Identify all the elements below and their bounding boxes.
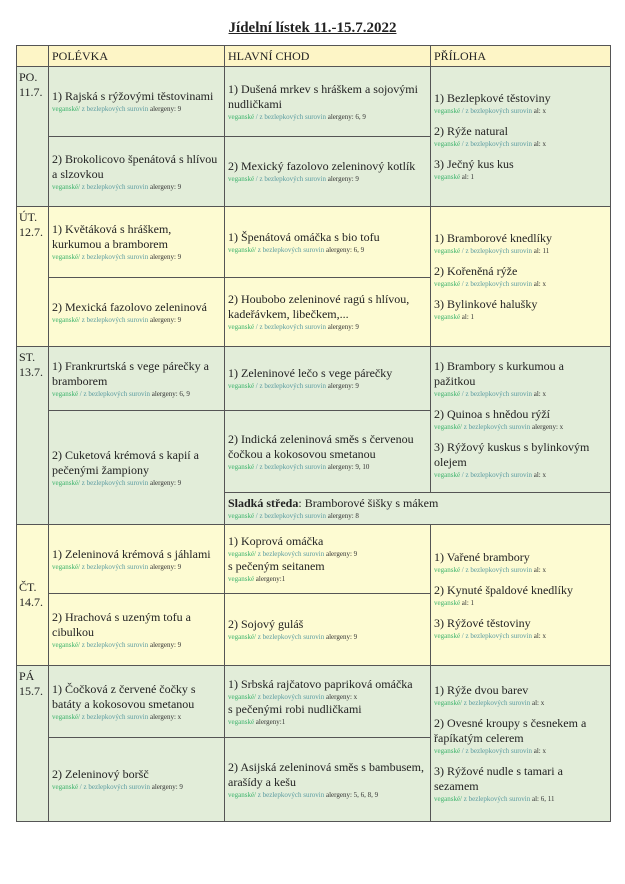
allergens: alergeny: 6, 9 (149, 389, 190, 398)
menu-item (434, 616, 607, 641)
soup-cell (48, 346, 225, 411)
special-label: Sladká středa (228, 496, 299, 510)
page-title: Jídelní lístek 11.-15.7.2022 (228, 20, 397, 36)
day-name: ČT. (19, 580, 37, 594)
allergens: alergeny: 9 (325, 323, 359, 331)
menu-item (52, 222, 221, 262)
dish-name: 1) Bramborové knedlíky (434, 231, 552, 245)
dish-tags (52, 104, 221, 114)
dish-tags (434, 565, 607, 575)
allergens: alergeny: 6, 9 (325, 112, 366, 121)
gluten-free-tag: z bezlepkových surovin (256, 692, 325, 701)
gluten-free-tag: / z bezlepkových surovin (78, 389, 150, 398)
dish-tags (228, 462, 427, 472)
vegan-tag: veganské (434, 747, 461, 755)
main-cell (224, 737, 431, 822)
allergens: alergeny: 9 (324, 550, 358, 558)
vegan-tag: veganské/ (52, 712, 80, 721)
dish-tags (434, 172, 607, 182)
dish-name: 1) Frankrurtská s vege párečky a bramborem (52, 358, 209, 388)
gluten-free-tag: / z bezlepkových surovin (254, 323, 326, 331)
allergens: alergeny: 9 (148, 478, 182, 487)
dish-tags (52, 640, 221, 650)
allergens: alergeny: 9 (148, 315, 182, 324)
menu-item (434, 231, 607, 256)
dish-name: 2) Brokolicovo špenátová s hlívou a slzovkou (52, 151, 218, 181)
allergens: al: 1 (460, 173, 475, 181)
day-name: ÚT. (19, 210, 38, 224)
vegan-tag: veganské (434, 107, 461, 115)
vegan-tag: veganské (228, 323, 255, 331)
main-cell (224, 346, 431, 411)
menu-item (228, 617, 427, 642)
gluten-free-tag: / z bezlepkových surovin (254, 382, 326, 390)
day-tuesday (16, 206, 49, 347)
menu-item (434, 550, 607, 575)
gluten-free-tag: z bezlepkových surovin (80, 640, 149, 649)
allergens: al: x (531, 747, 546, 755)
main-cell (224, 524, 431, 594)
vegan-tag: veganské/ (228, 245, 256, 254)
vegan-tag: veganské (228, 175, 255, 183)
menu-item (228, 366, 427, 391)
dish-name: 2) Asijská zeleninová směs s bambusem, arašídy a kešu (228, 759, 424, 789)
dish-tags (228, 322, 427, 332)
soup-cell (48, 665, 225, 738)
allergens: alergeny: 9 (148, 253, 182, 261)
day-name: PÁ (19, 669, 35, 683)
menu-item (434, 157, 607, 182)
dish-name: 2) Mexická fazolovo zeleninová (52, 299, 207, 314)
allergens: alergeny: 9 (324, 633, 358, 641)
dish-tags (228, 574, 427, 584)
menu-item (434, 359, 607, 399)
vegan-tag: veganské/ (434, 699, 462, 707)
soup-cell (48, 410, 225, 525)
main-cell (224, 277, 431, 347)
vegan-tag: veganské (434, 280, 461, 288)
dish-name: 2) Sojový guláš (228, 617, 304, 631)
dish-name: 2) Kynuté špaldové knedlíky (434, 582, 573, 597)
dish-tags (52, 252, 221, 262)
vegan-tag: veganské/ (52, 253, 80, 261)
menu-item (228, 82, 427, 122)
vegan-tag: veganské (228, 717, 255, 726)
vegan-tag: veganské/ (52, 478, 80, 487)
day-date: 11.7. (19, 85, 43, 99)
menu-item (52, 152, 221, 192)
dish-name: 2) Houbobo zeleninové ragú s hlívou, kadeřávkem, libečkem,... (228, 292, 410, 321)
gluten-free-tag: z bezlepkových surovin (462, 795, 531, 803)
vegan-tag: veganské (434, 565, 461, 574)
dish-name: 3) Rýžové nudle s tamari a sezamem (434, 764, 563, 793)
vegan-tag: veganské (434, 471, 461, 479)
allergens: al: x (530, 699, 545, 707)
vegan-tag: veganské (434, 140, 461, 148)
vegan-tag: veganské/ (434, 795, 462, 803)
gluten-free-tag: z bezlepkových surovin (80, 182, 149, 191)
allergens: al: x (531, 390, 546, 398)
allergens: al: x (531, 107, 546, 115)
dish-name: 1) Dušená mrkev s hráškem a sojovými nudličkami (228, 81, 418, 111)
menu-item (228, 496, 607, 521)
day-wednesday (16, 346, 49, 525)
sweet-wednesday-cell (224, 492, 611, 525)
allergens: alergeny: 5, 6, 8, 9 (324, 790, 379, 799)
menu-item (52, 547, 221, 572)
dish-name: s pečeným seitanem (228, 559, 325, 573)
dish-name: 2) Mexický fazolovo zeleninový kotlík (228, 159, 416, 173)
main-cell (224, 593, 431, 666)
menu-item (52, 682, 221, 722)
menu-item (228, 559, 427, 584)
dish-name: 1) Květáková s hráškem, kurkumou a bramborem (52, 222, 172, 251)
vegan-tag: veganské (52, 783, 79, 791)
menu-item (434, 297, 607, 322)
menu-item (228, 159, 427, 184)
vegan-tag: veganské/ (228, 692, 256, 701)
dish-tags (434, 631, 607, 641)
gluten-free-tag: z bezlepkových surovin (256, 790, 325, 799)
vegan-tag: veganské/ (52, 182, 80, 191)
allergens: al: 1 (460, 313, 475, 321)
allergens: alergeny: 6, 9 (324, 245, 365, 254)
allergens: alergeny: 9 (149, 783, 183, 791)
side-cell (430, 206, 611, 347)
vegan-tag: veganské (228, 512, 256, 520)
dish-tags (434, 106, 607, 116)
main-cell (224, 66, 431, 137)
menu-item (52, 767, 221, 792)
allergens: al: x (531, 631, 546, 640)
soup-cell (48, 206, 225, 278)
vegan-tag: veganské (228, 112, 255, 121)
menu-item (52, 89, 221, 114)
gluten-free-tag: z bezlepkových surovin (80, 712, 149, 721)
vegan-tag: veganské (434, 390, 461, 398)
allergens: alergeny: 9, 10 (325, 462, 370, 471)
menu-item (434, 91, 607, 116)
menu-item (228, 432, 427, 472)
vegan-tag: veganské/ (52, 105, 80, 113)
vegan-tag: veganské/ (52, 562, 80, 571)
gluten-free-tag: z bezlepkových surovin (80, 315, 149, 324)
menu-item (228, 760, 427, 800)
allergens: al: 6, 11 (530, 795, 555, 803)
allergens: alergeny: x (148, 712, 182, 721)
dish-name: : Bramborové šišky s mákem (298, 496, 439, 510)
dish-tags (228, 381, 427, 391)
gluten-free-tag: z bezlepkových surovin (256, 550, 325, 558)
gluten-free-tag: / z bezlepkových surovin (254, 462, 326, 471)
gluten-free-tag: z bezlepkových surovin (80, 253, 149, 261)
day-date: 12.7. (19, 225, 43, 239)
menu-item (434, 124, 607, 149)
dish-tags (434, 246, 607, 256)
vegan-tag: veganské/ (228, 633, 256, 641)
menu-item (434, 583, 607, 608)
menu-item (434, 716, 607, 756)
allergens: al: x (531, 140, 546, 148)
dish-tags (434, 312, 607, 322)
gluten-free-tag: / z bezlepkových surovin (460, 140, 532, 148)
vegan-tag: veganské (434, 173, 461, 181)
dish-name: 3) Bylinkové halušky (434, 297, 538, 311)
side-cell (430, 665, 611, 822)
dish-name: 1) Rýže dvou barev (434, 683, 529, 697)
allergens: alergeny:1 (254, 575, 286, 583)
allergens: alergeny: 9 (325, 382, 359, 390)
dish-name: 2) Cuketová krémová s kapií a pečenými žampiony (52, 447, 199, 477)
menu-item (52, 610, 221, 650)
day-date: 13.7. (19, 365, 43, 379)
day-date: 15.7. (19, 684, 43, 698)
dish-tags (434, 139, 607, 149)
dish-name: 2) Kořeněná rýže (434, 264, 518, 278)
gluten-free-tag: z bezlepkových surovin (462, 423, 531, 431)
day-thursday (16, 524, 49, 666)
dish-tags (434, 598, 607, 608)
dish-name: 1) Čočková z červené čočky s batáty a kokosovou smetanou (52, 681, 196, 711)
dish-name: 2) Hrachová s uzeným tofu a cibulkou (52, 609, 191, 639)
dish-tags (434, 389, 607, 399)
dish-name: 1) Vařené brambory (434, 549, 530, 564)
day-date: 14.7. (19, 595, 43, 609)
allergens: alergeny: 9 (325, 175, 359, 183)
soup-cell (48, 593, 225, 666)
menu-item (434, 440, 607, 480)
soup-cell (48, 524, 225, 594)
dish-name: 2) Zeleninový boršč (52, 767, 149, 781)
vegan-tag: veganské/ (228, 790, 256, 799)
dish-tags (434, 422, 607, 432)
header-corner (16, 45, 49, 67)
side-cell (430, 66, 611, 207)
allergens: al: x (531, 565, 546, 574)
gluten-free-tag: / z bezlepkových surovin (460, 280, 532, 288)
dish-name: 2) Rýže natural (434, 124, 508, 138)
menu-item (434, 264, 607, 289)
dish-tags (52, 182, 221, 192)
allergens: al: 1 (460, 598, 475, 607)
soup-cell (48, 737, 225, 822)
gluten-free-tag: / z bezlepkových surovin (254, 112, 326, 121)
dish-tags (228, 790, 427, 800)
dish-name: 3) Rýžový kuskus s bylinkovým olejem (434, 440, 590, 469)
menu-item (434, 764, 607, 804)
dish-name: 1) Bezlepkové těstoviny (434, 91, 551, 105)
allergens: alergeny: 9 (148, 105, 182, 113)
gluten-free-tag: / z bezlepkových surovin (460, 631, 532, 640)
side-cell (430, 346, 611, 493)
dish-name: 1) Rajská s rýžovými těstovinami (52, 89, 214, 103)
dish-tags (434, 698, 607, 708)
dish-tags (228, 112, 427, 122)
menu-item (52, 300, 221, 325)
dish-name: s pečenými robi nudličkami (228, 701, 362, 716)
main-cell (224, 206, 431, 278)
dish-name: 2) Indická zeleninová směs s červenou čočkou a kokosovou smetanou (228, 431, 414, 461)
dish-tags (52, 562, 221, 572)
menu-item (228, 677, 427, 702)
gluten-free-tag: z bezlepkových surovin (462, 699, 531, 707)
vegan-tag: veganské (228, 382, 255, 390)
soup-cell (48, 277, 225, 347)
day-name: PO. (19, 70, 38, 84)
dish-tags (228, 632, 427, 642)
gluten-free-tag: / z bezlepkových surovin (460, 747, 532, 755)
allergens: alergeny: 9 (148, 562, 182, 571)
gluten-free-tag: z bezlepkových surovin (256, 633, 325, 641)
dish-name: 2) Quinoa s hnědou rýží (434, 407, 550, 421)
gluten-free-tag: / z bezlepkových surovin (460, 247, 532, 255)
main-cell (224, 665, 431, 738)
vegan-tag: veganské/ (52, 315, 80, 324)
dish-name: 1) Zeleninová krémová s jáhlami (52, 546, 211, 561)
gluten-free-tag: / z bezlepkových surovin (460, 565, 532, 574)
menu-item (228, 292, 427, 332)
allergens: al: x (531, 280, 546, 288)
dish-tags (52, 315, 221, 325)
menu-item (228, 230, 427, 255)
soup-cell (48, 66, 225, 137)
gluten-free-tag: z bezlepkových surovin (256, 245, 325, 254)
dish-tags (52, 712, 221, 722)
menu-item (434, 683, 607, 708)
dish-name: 1) Srbská rajčatovo papriková omáčka (228, 676, 413, 691)
vegan-tag: veganské (434, 313, 461, 321)
menu-item (52, 448, 221, 488)
allergens: alergeny: 9 (148, 640, 182, 649)
main-cell (224, 136, 431, 207)
gluten-free-tag: / z bezlepkových surovin (254, 175, 326, 183)
vegan-tag: veganské (52, 389, 79, 398)
allergens: al: x (531, 471, 546, 479)
dish-tags (228, 717, 427, 727)
dish-name: 1) Brambory s kurkumou a pažitkou (434, 359, 564, 388)
dish-name: 1) Koprová omáčka (228, 534, 324, 548)
dish-tags (52, 782, 221, 792)
gluten-free-tag: / z bezlepkových surovin (255, 512, 326, 520)
menu-item (228, 534, 427, 559)
gluten-free-tag: / z bezlepkových surovin (460, 390, 532, 398)
dish-tags (52, 478, 221, 488)
gluten-free-tag: z bezlepkových surovin (80, 478, 149, 487)
gluten-free-tag: z bezlepkových surovin (80, 105, 149, 113)
vegan-tag: veganské (434, 631, 461, 640)
dish-tags (228, 174, 427, 184)
header-main: HLAVNÍ CHOD (224, 45, 431, 67)
side-cell (430, 524, 611, 666)
dish-tags (434, 746, 607, 756)
header-side: PŘÍLOHA (430, 45, 611, 67)
allergens: alergeny:1 (254, 717, 286, 726)
dish-name: 1) Zeleninové lečo s vege párečky (228, 366, 393, 380)
vegan-tag: veganské (434, 598, 461, 607)
allergens: alergeny: 8 (325, 512, 359, 520)
dish-name: 1) Špenátová omáčka s bio tofu (228, 229, 380, 244)
dish-tags (228, 549, 427, 559)
allergens: al: 11 (531, 247, 550, 255)
day-friday (16, 665, 49, 822)
vegan-tag: veganské (434, 247, 461, 255)
dish-tags (434, 279, 607, 289)
dish-name: 2) Ovesné kroupy s česnekem a řapíkatým celerem (434, 716, 587, 745)
main-cell (224, 410, 431, 493)
gluten-free-tag: / z bezlepkových surovin (460, 471, 532, 479)
soup-cell (48, 136, 225, 207)
vegan-tag: veganské/ (52, 640, 80, 649)
dish-tags (434, 794, 607, 804)
dish-tags (52, 389, 221, 399)
vegan-tag: veganské (228, 462, 255, 471)
dish-tags (434, 470, 607, 480)
menu-item (228, 702, 427, 727)
dish-name: 3) Rýžové těstoviny (434, 615, 531, 630)
day-monday (16, 66, 49, 207)
vegan-tag: veganské (228, 575, 255, 583)
vegan-tag: veganské/ (434, 423, 462, 431)
dish-name: 3) Ječný kus kus (434, 157, 514, 171)
menu-item (52, 359, 221, 399)
header-soup: POLÉVKA (48, 45, 225, 67)
allergens: alergeny: x (530, 423, 564, 431)
gluten-free-tag: / z bezlepkových surovin (460, 107, 532, 115)
dish-tags (228, 692, 427, 702)
gluten-free-tag: / z bezlepkových surovin (78, 783, 150, 791)
menu-item (434, 407, 607, 432)
dish-tags (228, 245, 427, 255)
day-name: ST. (19, 350, 36, 364)
vegan-tag: veganské/ (228, 550, 256, 558)
gluten-free-tag: z bezlepkových surovin (80, 562, 149, 571)
allergens: alergeny: x (324, 692, 358, 701)
allergens: alergeny: 9 (148, 182, 182, 191)
